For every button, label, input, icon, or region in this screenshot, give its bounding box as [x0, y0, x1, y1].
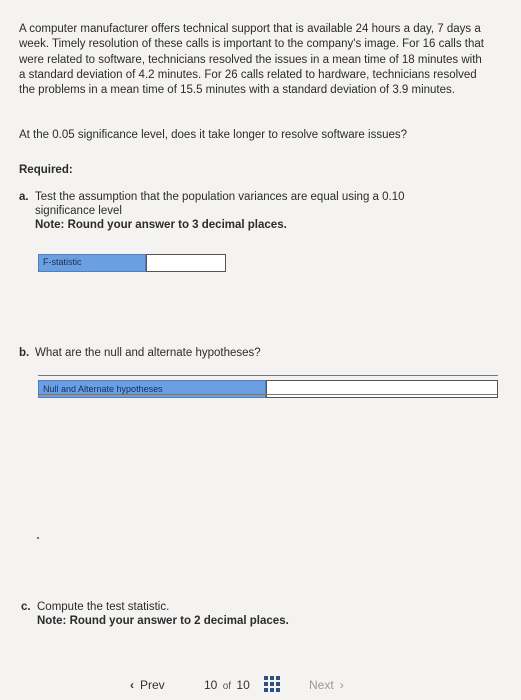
next-button[interactable]: [309, 678, 344, 692]
part-a: [19, 190, 459, 232]
part-b-letter: b.: [19, 347, 30, 359]
hypotheses-input[interactable]: [266, 380, 498, 398]
prev-label: Prev: [140, 678, 165, 692]
problem-text: A computer manufacturer offers technical support that is available 24 hours a day, 7 days a week. Timely resolution of these calls is important to the company's image. For 16 calls that were related to software, technicians resolved the issues in a mean time of 18 minutes with a standard deviation of 4.2 minutes. For 26 calls related to hardware, technicians resolved the problems in a mean time of 15.5 minutes with a standard deviation of 3.9 minutes.: [19, 23, 484, 97]
fstat-row: [38, 254, 226, 272]
part-c-letter: c.: [21, 601, 31, 613]
total-pages: 10: [236, 678, 250, 692]
next-label: Next: [309, 678, 334, 692]
page-of: of: [222, 681, 232, 692]
part-b: [19, 346, 459, 360]
part-a-text: Test the assumption that the population variances are equal using a 0.10 significance level: [35, 191, 405, 217]
fstat-label: F-statistic: [38, 254, 146, 272]
current-page: 10: [204, 678, 218, 692]
part-b-text: What are the null and alternate hypotheses?: [35, 347, 261, 359]
hypotheses-label: Null and Alternate hypotheses: [38, 380, 266, 398]
part-c-note: Note: Round your answer to 2 decimal places.: [37, 615, 289, 627]
part-a-letter: a.: [19, 191, 29, 203]
required-label: Required:: [19, 164, 73, 176]
pagination: [120, 676, 380, 696]
prev-button[interactable]: [130, 678, 165, 692]
fstat-input[interactable]: [146, 254, 226, 272]
grid-icon[interactable]: [264, 676, 280, 692]
chevron-left-icon: ‹: [130, 678, 134, 692]
page-count: [204, 678, 250, 692]
hypotheses-top-divider: [38, 375, 498, 376]
hypotheses-bottom-divider: [38, 394, 498, 395]
stray-dot: [37, 537, 39, 539]
part-a-note: Note: Round your answer to 3 decimal places.: [35, 219, 287, 231]
question-text: At the 0.05 significance level, does it take longer to resolve software issues?: [19, 129, 408, 141]
chevron-right-icon: ›: [339, 678, 344, 692]
part-c: [21, 600, 461, 628]
hypotheses-row: [38, 380, 498, 398]
part-c-text: Compute the test statistic.: [37, 601, 170, 613]
